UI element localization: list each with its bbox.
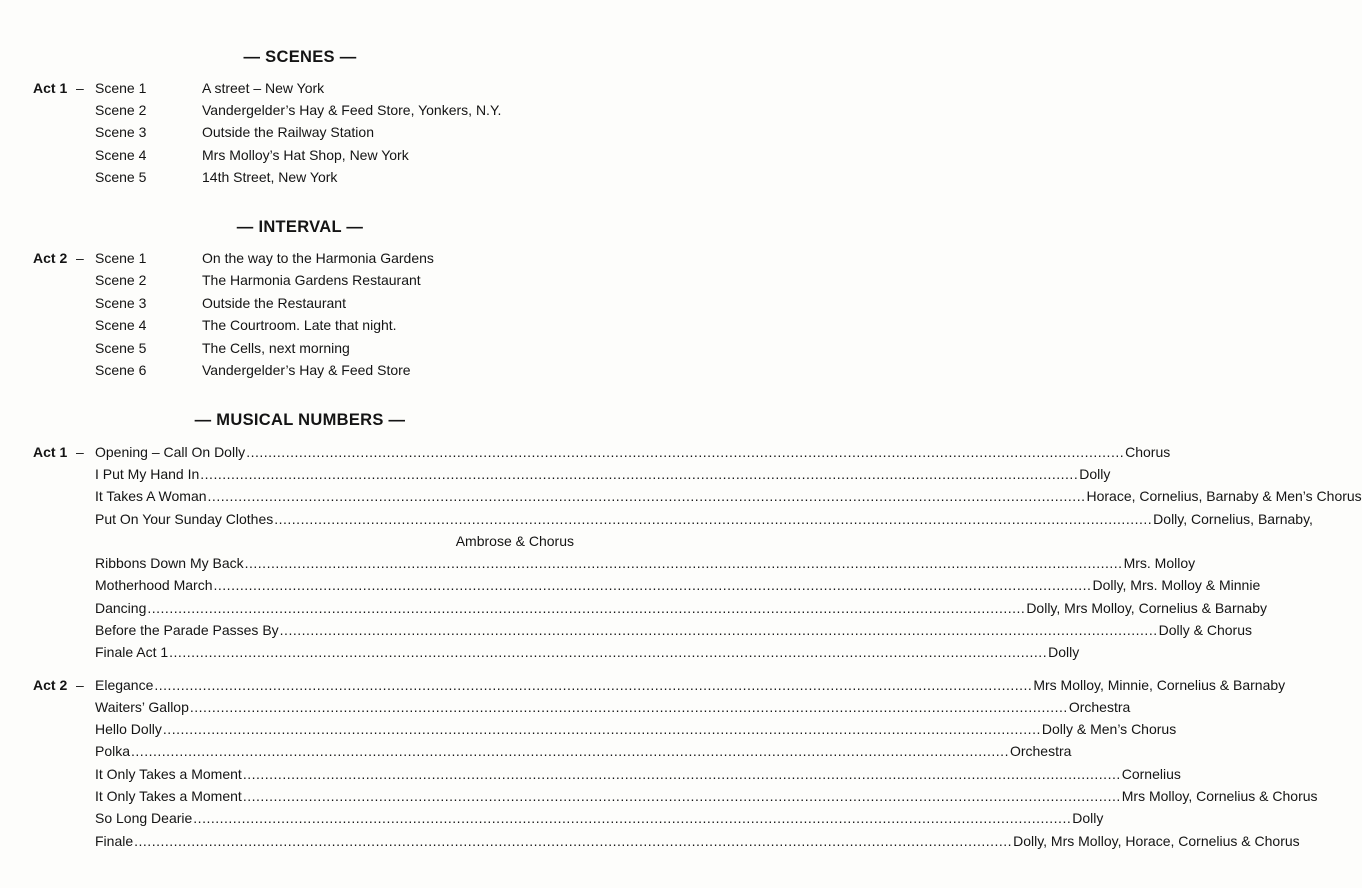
number-performer: Dolly, Cornelius, Barnaby, xyxy=(1153,511,1313,527)
dash: – xyxy=(76,444,84,460)
scene-description: 14th Street, New York xyxy=(202,169,338,185)
number-row xyxy=(95,719,1177,739)
leader-dots: ........................................................................................................................................................................................................ xyxy=(242,766,1121,782)
scene-label: Scene 5 xyxy=(95,169,147,185)
number-row xyxy=(95,464,1111,484)
number-row xyxy=(95,642,1080,662)
number-performer: Orchestra xyxy=(1009,743,1072,759)
scene-description: The Courtroom. Late that night. xyxy=(202,317,397,333)
leader-dots: ........................................................................................................................................................................................................ xyxy=(244,555,1123,571)
number-title: It Only Takes a Moment xyxy=(95,788,242,804)
leader-dots: ........................................................................................................................................................................................................ xyxy=(200,466,1079,482)
number-row xyxy=(95,831,1300,851)
leader-dots: ........................................................................................................................................................................................................ xyxy=(131,743,1009,759)
number-performer: Dolly & Chorus xyxy=(1158,622,1252,638)
number-row xyxy=(95,509,1313,529)
leader-dots: ........................................................................................................................................................................................................ xyxy=(242,788,1121,804)
leader-dots: ........................................................................................................................................................................................................ xyxy=(213,577,1092,593)
act-label: Act 1 xyxy=(33,444,68,460)
number-performer: Mrs. Molloy xyxy=(1123,555,1196,571)
number-performer-continuation: Ambrose & Chorus xyxy=(455,533,574,549)
scene-label: Scene 6 xyxy=(95,362,147,378)
number-row xyxy=(95,808,1104,828)
number-performer: Orchestra xyxy=(1068,699,1131,715)
scene-label: Scene 2 xyxy=(95,272,147,288)
number-row xyxy=(95,741,1072,761)
number-title: Before the Parade Passes By xyxy=(95,622,279,638)
number-row xyxy=(95,620,1252,640)
number-performer: Dolly xyxy=(1079,466,1111,482)
number-title: I Put My Hand In xyxy=(95,466,200,482)
scene-description: Vandergelder’s Hay & Feed Store xyxy=(202,362,411,378)
number-title: So Long Dearie xyxy=(95,810,193,826)
number-row xyxy=(95,442,1171,462)
scene-description: Outside the Restaurant xyxy=(202,295,346,311)
act-label: Act 2 xyxy=(33,250,68,266)
number-row xyxy=(95,553,1196,573)
number-row xyxy=(95,764,1181,784)
number-row xyxy=(95,575,1261,595)
scene-label: Scene 1 xyxy=(95,250,147,266)
scene-label: Scene 3 xyxy=(95,124,147,140)
act-label: Act 1 xyxy=(33,80,68,96)
musical-numbers-heading: — MUSICAL NUMBERS — xyxy=(194,411,406,429)
leader-dots: ........................................................................................................................................................................................................ xyxy=(169,644,1048,660)
number-performer: Horace, Cornelius, Barnaby & Men’s Chorus xyxy=(1086,488,1362,504)
scene-row xyxy=(0,270,600,290)
number-performer: Mrs Molloy, Cornelius & Chorus xyxy=(1121,788,1318,804)
scene-label: Scene 4 xyxy=(95,317,147,333)
leader-dots: ........................................................................................................................................................................................................ xyxy=(246,444,1125,460)
number-title: Elegance xyxy=(95,677,154,693)
act-marker xyxy=(0,675,95,695)
act-marker xyxy=(0,442,95,462)
scene-description: The Cells, next morning xyxy=(202,340,350,356)
leader-dots: ........................................................................................................................................................................................................ xyxy=(189,699,1068,715)
number-row xyxy=(95,486,1362,506)
number-title: Finale xyxy=(95,833,134,849)
scene-row xyxy=(0,248,600,268)
scenes-heading: — SCENES — xyxy=(243,48,357,66)
scene-label: Scene 1 xyxy=(95,80,147,96)
number-title: Polka xyxy=(95,743,131,759)
leader-dots: ........................................................................................................................................................................................................ xyxy=(162,721,1041,737)
number-title: Finale Act 1 xyxy=(95,644,169,660)
leader-dots: ........................................................................................................................................................................................................ xyxy=(147,600,1026,616)
number-title: Hello Dolly xyxy=(95,721,162,737)
number-title: Put On Your Sunday Clothes xyxy=(95,511,274,527)
number-performer: Chorus xyxy=(1125,444,1171,460)
interval-heading: — INTERVAL — xyxy=(236,218,364,236)
number-performer: Cornelius xyxy=(1121,766,1181,782)
number-title: It Only Takes a Moment xyxy=(95,766,242,782)
number-row xyxy=(95,697,1131,717)
dash: – xyxy=(76,677,84,693)
scene-row xyxy=(0,167,600,187)
scene-row xyxy=(0,145,600,165)
leader-dots: ........................................................................................................................................................................................................ xyxy=(193,810,1072,826)
scene-row xyxy=(0,122,600,142)
scene-row xyxy=(0,78,600,98)
number-row xyxy=(95,598,1267,618)
scene-label: Scene 3 xyxy=(95,295,147,311)
scene-row xyxy=(0,360,600,380)
scene-row xyxy=(0,293,600,313)
number-title: Opening – Call On Dolly xyxy=(95,444,246,460)
scene-description: Mrs Molloy’s Hat Shop, New York xyxy=(202,147,409,163)
scene-label: Scene 5 xyxy=(95,340,147,356)
number-title: Ribbons Down My Back xyxy=(95,555,244,571)
dash: – xyxy=(76,80,84,96)
scene-description: Outside the Railway Station xyxy=(202,124,374,140)
leader-dots: ........................................................................................................................................................................................................ xyxy=(274,511,1153,527)
number-performer: Dolly & Men’s Chorus xyxy=(1041,721,1177,737)
scene-description: A street – New York xyxy=(202,80,325,96)
number-performer: Dolly, Mrs Molloy, Cornelius & Barnaby xyxy=(1026,600,1267,616)
scene-row xyxy=(0,338,600,358)
scene-row xyxy=(0,315,600,335)
leader-dots: ........................................................................................................................................................................................................ xyxy=(134,833,1013,849)
act-label: Act 2 xyxy=(33,677,68,693)
number-title: Waiters’ Gallop xyxy=(95,699,189,715)
number-title: It Takes A Woman xyxy=(95,488,207,504)
number-title: Motherhood March xyxy=(95,577,213,593)
scene-description: The Harmonia Gardens Restaurant xyxy=(202,272,421,288)
dash: – xyxy=(76,250,84,266)
leader-dots: ........................................................................................................................................................................................................ xyxy=(154,677,1033,693)
scene-label: Scene 4 xyxy=(95,147,147,163)
number-performer: Dolly, Mrs Molloy, Horace, Cornelius & Chorus xyxy=(1013,833,1300,849)
number-performer: Dolly, Mrs. Molloy & Minnie xyxy=(1092,577,1261,593)
scene-description: Vandergelder’s Hay & Feed Store, Yonkers, N.Y. xyxy=(202,102,502,118)
number-row xyxy=(95,675,1286,695)
leader-dots: ........................................................................................................................................................................................................ xyxy=(279,622,1158,638)
number-performer: Dolly xyxy=(1048,644,1080,660)
number-performer: Dolly xyxy=(1072,810,1104,826)
leader-dots: ........................................................................................................................................................................................................ xyxy=(207,488,1086,504)
scene-label: Scene 2 xyxy=(95,102,147,118)
number-title: Dancing xyxy=(95,600,147,616)
number-row xyxy=(95,786,1318,806)
scene-row xyxy=(0,100,600,120)
scene-description: On the way to the Harmonia Gardens xyxy=(202,250,434,266)
number-performer: Mrs Molloy, Minnie, Cornelius & Barnaby xyxy=(1033,677,1286,693)
